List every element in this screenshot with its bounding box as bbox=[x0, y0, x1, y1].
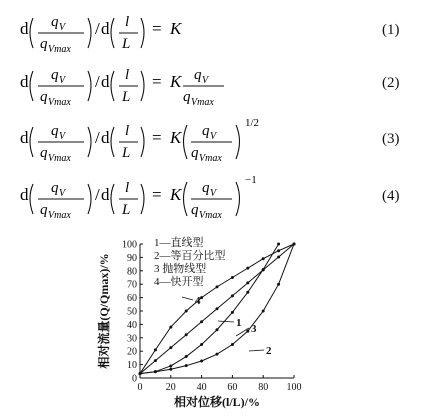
data-point-4 bbox=[293, 243, 296, 246]
data-point-3 bbox=[200, 343, 203, 346]
x-tick-label: 20 bbox=[165, 382, 176, 393]
equals-sign: = bbox=[152, 185, 162, 204]
data-point-4 bbox=[139, 372, 142, 375]
data-point-3 bbox=[216, 328, 219, 331]
x-tick-label: 0 bbox=[137, 382, 143, 393]
data-point-1 bbox=[200, 320, 203, 323]
curve-label: 3 bbox=[251, 323, 257, 335]
y-tick-label: 20 bbox=[127, 346, 137, 358]
data-point-2 bbox=[200, 359, 203, 362]
diff-d-2: d bbox=[101, 72, 110, 91]
curve-label: 2 bbox=[266, 345, 272, 357]
data-point-2 bbox=[262, 310, 265, 313]
equation-2 bbox=[0, 57, 425, 109]
y-tick-label: 80 bbox=[127, 266, 137, 278]
eq-lhs bbox=[20, 123, 162, 164]
rhs-left-paren bbox=[184, 182, 188, 216]
rhs-numerator-q: q bbox=[194, 67, 202, 83]
numerator-q: q bbox=[51, 180, 59, 196]
data-point-4 bbox=[200, 296, 203, 299]
numerator-l: l bbox=[125, 123, 130, 139]
denominator-sub: Vmax bbox=[48, 44, 71, 55]
right-paren bbox=[88, 184, 91, 214]
equation-number: (4) bbox=[382, 188, 400, 204]
rhs-denominator-sub: Vmax bbox=[191, 97, 214, 108]
equals-sign: = bbox=[152, 19, 162, 38]
y-axis-label: 相对流量(Q/Qmax)/% bbox=[97, 253, 111, 369]
right-paren-2 bbox=[141, 184, 144, 214]
right-paren bbox=[88, 127, 91, 157]
curve-label: 1 bbox=[236, 317, 242, 329]
data-point-4 bbox=[185, 310, 188, 313]
numerator-q: q bbox=[51, 67, 59, 83]
left-paren-2 bbox=[111, 184, 114, 214]
data-point-1 bbox=[231, 294, 234, 297]
rhs-k: K bbox=[170, 128, 182, 147]
flow-characteristic-chart bbox=[94, 226, 414, 417]
equation-4-formula bbox=[0, 170, 425, 222]
data-point-3 bbox=[154, 370, 157, 373]
right-paren-2 bbox=[141, 127, 144, 157]
diff-d-2: d bbox=[101, 19, 110, 38]
data-point-1 bbox=[185, 333, 188, 336]
y-tick-label: 60 bbox=[127, 293, 137, 305]
data-point-4 bbox=[246, 267, 249, 270]
denominator-sub: Vmax bbox=[48, 97, 71, 108]
rhs-left-paren bbox=[184, 125, 188, 159]
diff-d: d bbox=[20, 128, 29, 147]
eq-lhs bbox=[20, 14, 162, 55]
numerator-sub: V bbox=[59, 75, 66, 86]
rhs-numerator-q: q bbox=[202, 123, 210, 139]
legend-entry: 2—等百分比型 bbox=[154, 250, 226, 262]
rhs-k: K bbox=[170, 19, 182, 38]
data-point-4 bbox=[169, 326, 172, 329]
data-point-2 bbox=[277, 283, 280, 286]
data-point-2 bbox=[231, 343, 234, 346]
legend-entry: 4—快开型 bbox=[154, 276, 204, 288]
data-point-3 bbox=[231, 311, 234, 314]
numerator-sub: V bbox=[59, 131, 66, 142]
equation-number: (3) bbox=[382, 131, 400, 147]
data-point-2 bbox=[246, 330, 249, 333]
left-paren bbox=[30, 18, 33, 48]
numerator-l: l bbox=[125, 180, 130, 196]
rhs-denominator-q: q bbox=[183, 89, 191, 105]
data-point-4 bbox=[154, 348, 157, 351]
rhs-numerator-sub: V bbox=[210, 131, 217, 142]
y-tick-label: 40 bbox=[127, 319, 137, 331]
equation-4 bbox=[0, 170, 425, 222]
y-tick-label: 30 bbox=[127, 333, 137, 345]
y-tick-label: 70 bbox=[127, 279, 137, 291]
equation-3 bbox=[0, 113, 425, 165]
diff-d-2: d bbox=[101, 185, 110, 204]
slash: / bbox=[95, 185, 100, 204]
data-point-1 bbox=[246, 281, 249, 284]
left-paren bbox=[30, 127, 33, 157]
rhs-numerator-q: q bbox=[202, 180, 210, 196]
y-tick-label: 0 bbox=[132, 373, 137, 385]
left-paren bbox=[30, 184, 33, 214]
curve-label: 4 bbox=[195, 295, 201, 307]
x-axis-label: 相对位移(l/L)/% bbox=[174, 395, 260, 409]
rhs-k: K bbox=[170, 185, 182, 204]
equation-3-formula bbox=[0, 113, 425, 165]
x-tick-label: 60 bbox=[227, 382, 238, 393]
eq-lhs bbox=[20, 67, 162, 108]
denominator-L: L bbox=[122, 145, 131, 161]
equation-1-formula bbox=[0, 4, 425, 56]
slash: / bbox=[95, 72, 100, 91]
data-point-1 bbox=[277, 255, 280, 258]
numerator-l: l bbox=[125, 67, 130, 83]
rhs-numerator-sub: V bbox=[210, 188, 217, 199]
data-point-1 bbox=[216, 307, 219, 310]
data-point-2 bbox=[185, 364, 188, 367]
y-tick-label: 90 bbox=[127, 252, 137, 264]
denominator-sub: Vmax bbox=[48, 153, 71, 164]
equation-number: (1) bbox=[382, 22, 400, 38]
rhs-denominator-q: q bbox=[191, 145, 199, 161]
rhs-right-paren bbox=[236, 125, 240, 159]
numerator-q: q bbox=[51, 123, 59, 139]
rhs-denominator-sub: Vmax bbox=[199, 153, 222, 164]
diff-d: d bbox=[20, 185, 29, 204]
data-point-4 bbox=[277, 249, 280, 252]
denominator-q: q bbox=[40, 36, 48, 52]
x-tick-label: 40 bbox=[196, 382, 207, 393]
data-point-3 bbox=[262, 268, 265, 271]
rhs-denominator-q: q bbox=[191, 202, 199, 218]
curve-leader-line bbox=[249, 350, 264, 351]
diff-d: d bbox=[20, 19, 29, 38]
data-point-3 bbox=[246, 291, 249, 294]
right-paren bbox=[88, 71, 91, 101]
equals-sign: = bbox=[152, 72, 162, 91]
slash: / bbox=[95, 19, 100, 38]
left-paren bbox=[30, 71, 33, 101]
rhs-numerator-sub: V bbox=[202, 75, 209, 86]
denominator-sub: Vmax bbox=[48, 210, 71, 221]
legend-entry: 1—直线型 bbox=[154, 237, 204, 249]
right-paren-2 bbox=[141, 18, 144, 48]
x-tick-label: 100 bbox=[286, 382, 302, 393]
rhs-denominator-sub: Vmax bbox=[199, 210, 222, 221]
right-paren-2 bbox=[141, 71, 144, 101]
denominator-L: L bbox=[122, 36, 131, 52]
denominator-q: q bbox=[40, 202, 48, 218]
data-point-2 bbox=[169, 368, 172, 371]
data-point-4 bbox=[231, 276, 234, 279]
numerator-sub: V bbox=[59, 188, 66, 199]
data-point-4 bbox=[216, 285, 219, 288]
exponent: 1/2 bbox=[245, 117, 260, 129]
curve-leader-line bbox=[218, 321, 234, 322]
x-tick-label: 80 bbox=[258, 382, 269, 393]
left-paren-2 bbox=[111, 127, 114, 157]
exponent: −1 bbox=[245, 174, 257, 186]
curve-leader-line bbox=[182, 297, 193, 300]
data-point-3 bbox=[169, 364, 172, 367]
denominator-L: L bbox=[122, 202, 131, 218]
equation-number: (2) bbox=[382, 75, 400, 91]
denominator-q: q bbox=[40, 89, 48, 105]
equation-2-formula bbox=[0, 57, 425, 109]
equation-1 bbox=[0, 4, 425, 56]
numerator-l: l bbox=[125, 14, 130, 30]
y-tick-label: 100 bbox=[122, 239, 137, 251]
data-point-1 bbox=[154, 359, 157, 362]
data-point-4 bbox=[262, 257, 265, 260]
rhs-right-paren bbox=[236, 182, 240, 216]
numerator-sub: V bbox=[59, 22, 66, 33]
rhs-k: K bbox=[170, 72, 182, 91]
numerator-q: q bbox=[51, 14, 59, 30]
eq-lhs bbox=[20, 180, 162, 221]
y-tick-label: 10 bbox=[127, 360, 137, 372]
denominator-L: L bbox=[122, 89, 131, 105]
y-tick-label: 50 bbox=[127, 306, 137, 318]
diff-d: d bbox=[20, 72, 29, 91]
left-paren-2 bbox=[111, 18, 114, 48]
equals-sign: = bbox=[152, 128, 162, 147]
slash: / bbox=[95, 128, 100, 147]
data-point-3 bbox=[185, 355, 188, 358]
data-point-1 bbox=[169, 346, 172, 349]
diff-d-2: d bbox=[101, 128, 110, 147]
left-paren-2 bbox=[111, 71, 114, 101]
right-paren bbox=[88, 18, 91, 48]
data-point-2 bbox=[216, 353, 219, 356]
denominator-q: q bbox=[40, 145, 48, 161]
data-point-3 bbox=[277, 243, 280, 246]
legend-entry: 3 抛物线型 bbox=[154, 263, 207, 275]
